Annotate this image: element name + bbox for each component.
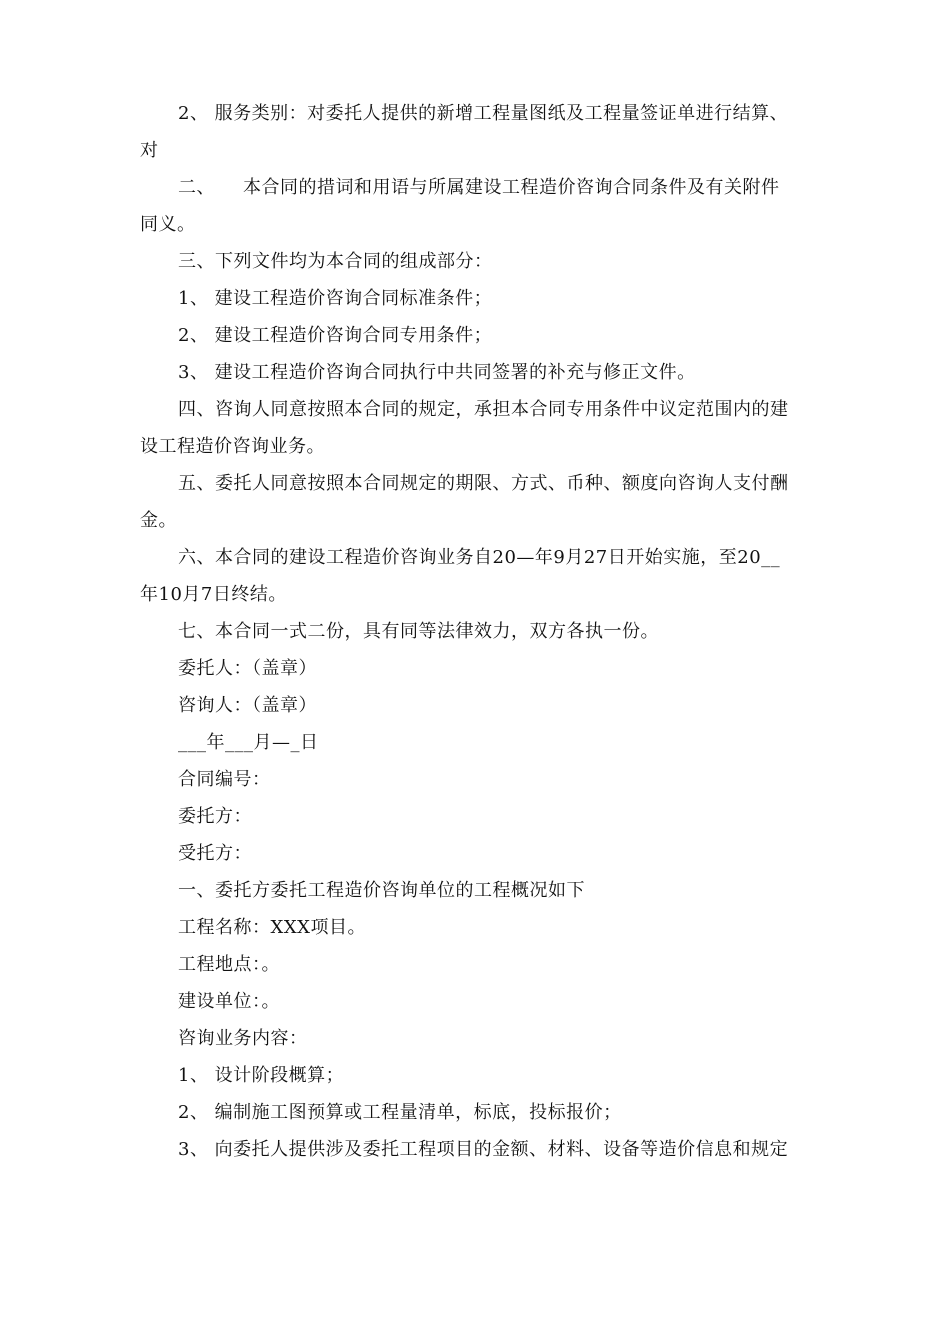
contract-number: 合同编号：: [178, 769, 271, 790]
paragraph-clause-7: 七、本合同一式二份，具有同等法律效力，双方各执一份。: [178, 621, 659, 642]
client-party: 委托方：: [178, 806, 252, 827]
paragraph-line: 2、 服务类别：对委托人提供的新增工程量图纸及工程量签证单进行结算、: [178, 103, 789, 124]
list-item: 2、 建设工程造价咨询合同专用条件；: [178, 325, 493, 346]
list-item: 2、 编制施工图预算或工程量清单，标底，投标报价；: [178, 1102, 622, 1123]
paragraph-line: 五、委托人同意按照本合同规定的期限、方式、币种、额度向咨询人支付酬: [178, 473, 789, 494]
paragraph-line: 二、 本合同的措词和用语与所属建设工程造价咨询合同条件及有关附件: [178, 177, 780, 198]
list-item: 1、 设计阶段概算；: [178, 1065, 345, 1086]
paragraph-clause-4: [140, 391, 810, 465]
section-heading: 一、委托方委托工程造价咨询单位的工程概况如下: [178, 880, 585, 901]
paragraph-line: 四、咨询人同意按照本合同的规定，承担本合同专用条件中议定范围内的建: [178, 399, 789, 420]
paragraph-line: 同义。: [140, 214, 196, 235]
paragraph-clause-6: [140, 539, 810, 613]
list-item: 3、 建设工程造价咨询合同执行中共同签署的补充与修正文件。: [178, 362, 696, 383]
signature-line-consultant: 咨询人：（盖章）: [178, 695, 317, 716]
project-location: 工程地点：。: [178, 954, 280, 975]
paragraph-line: 对: [140, 140, 159, 161]
paragraph-line: 金。: [140, 510, 177, 531]
document-body: [140, 95, 810, 1168]
list-item: 3、 向委托人提供涉及委托工程项目的金额、材料、设备等造价信息和规定: [178, 1139, 789, 1160]
paragraph-line: 设工程造价咨询业务。: [140, 436, 325, 457]
signature-line-client: 委托人：（盖章）: [178, 658, 317, 679]
project-name: 工程名称：XXX项目。: [178, 917, 366, 938]
paragraph-service-type: [140, 95, 810, 169]
paragraph-line: 六、本合同的建设工程造价咨询业务自20—年9月27日开始实施，至20__: [178, 547, 781, 568]
date-line: ___年___月—_日: [178, 732, 319, 753]
paragraph-clause-3: 三、下列文件均为本合同的组成部分：: [178, 251, 493, 272]
contractor-party: 受托方：: [178, 843, 252, 864]
paragraph-clause-5: [140, 465, 810, 539]
paragraph-clause-2: [140, 169, 810, 243]
list-item: 1、 建设工程造价咨询合同标准条件；: [178, 288, 493, 309]
consulting-scope-heading: 咨询业务内容：: [178, 1028, 308, 1049]
construction-unit: 建设单位：。: [178, 991, 280, 1012]
paragraph-line: 年10月7日终结。: [140, 584, 287, 605]
